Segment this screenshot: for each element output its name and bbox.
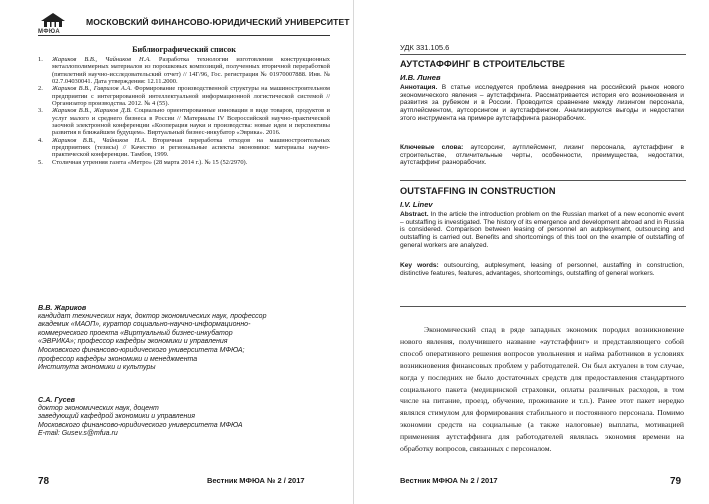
item-text: Разработка технологии изготовления конструкционных металлополимерных материалов из порошковых композиций, полученных вторичной переработкой (пятилетний научно-исследовательский отчет) // 14Г/96, Гос. регистрация № 01970007888. Инв. № 02.7.04030041. Дата утверждения: 12.11.2000. <box>52 56 331 86</box>
annotation <box>400 84 684 122</box>
author-info-gusev <box>38 396 330 439</box>
author-line: доктор экономических наук, доцент <box>38 404 159 412</box>
journal-footer-right: Вестник МФЮА № 2 / 2017 <box>400 476 498 485</box>
item-text: Столичная утренняя газета «Метро» (28 марта 2014 г.). № 15 (52/2970). <box>52 158 248 166</box>
page-header <box>38 12 350 35</box>
page-number-left: 78 <box>38 476 50 487</box>
keywords-en-label: Key words: <box>400 262 439 269</box>
keywords-text: аутсорсинг, аутплейсмент, лизинг персонала, аутстаффинг в строительстве, отличительные черты, особенности, преимущества, недостатки, аутстаффинг разнорабочих. <box>400 144 684 167</box>
item-text: Вторичная переработка отходов на машиностроительных предприятиях (тезисы) // Качество и региональные аспекты экономики: материалы научно-практической конференции. Тамбов, 1999. <box>52 136 330 159</box>
bibliography-item <box>38 56 330 85</box>
item-authors: Жариков В.В., Чайников Н.А. <box>52 56 151 63</box>
item-text: Формирование производственной структуры на машиностроительном предприятии с интегрированной интеллектуальной информационной логистической системой // Организатор производства. 2012. № 4 (55). <box>52 85 330 108</box>
author-line: Московского финансово-юридического университета МФЮА <box>38 421 243 429</box>
item-number: 5. <box>38 158 43 166</box>
author-email: E-mail: Gusev.s@mfua.ru <box>38 430 118 438</box>
author-line: «ЭВРИКА»; профессор кафедры экономики и управления <box>38 338 228 346</box>
page-number-right: 79 <box>670 476 682 487</box>
abstract <box>400 211 684 249</box>
article-title-ru: АУТСТАФФИНГ В СТРОИТЕЛЬСТВЕ <box>400 59 566 69</box>
author-name: В.В. Жариков <box>38 303 87 312</box>
annotation-text: В статье исследуется проблема внедрения на российский рынок нового экономического явления – аутстаффинга. Рассматривается история его возникновения и развития за рубежом и в России. Проводится сравнение между лизингом персонала, аутплейсментом, аутсорсингом и аутстаффингом. Анализируются выгоды и недостатки этого инструмента на примере аутстаффинга разнорабочих. <box>400 84 684 122</box>
item-authors: Жариков В.В., Чайников Н.А. <box>52 136 147 144</box>
keywords-ru <box>400 144 684 167</box>
article-author-ru: И.В. Линев <box>400 73 441 82</box>
left-page <box>0 0 354 504</box>
author-line: Московского финансово-юридического университета МФЮА; <box>38 346 245 354</box>
item-number: 4. <box>38 136 43 144</box>
article-author-en: I.V. Linev <box>400 200 433 209</box>
author-line: кандидат технических наук, доктор экономических наук, профессор <box>38 312 267 320</box>
author-line: профессор кафедры экономики и менеджмента <box>38 355 198 363</box>
logo-text: МФЮА <box>38 29 61 35</box>
author-line: академик «МАОП», куратор социально-научно-информационно- <box>38 321 251 329</box>
bibliography-item <box>38 137 330 159</box>
article-title-en: OUTSTAFFING IN CONSTRUCTION <box>400 186 556 196</box>
author-line: Института экономики и культуры <box>38 364 156 372</box>
udk-divider <box>400 54 686 55</box>
keywords-en-text: outsourcing, autplesyment, leasing of personnel, austaffing in construction, distinctive features, features, advantages, shortcomings, outstaffing of general workers. <box>400 262 684 277</box>
header-divider <box>38 35 330 36</box>
abstract-text: In the article the introduction problem on the Russian market of a new economic event – outstaffing is investigated. The history of its emergence and development abroad and in Russia is considered. Comparison between leasing of personnel an autplesyment, outsourcing and outstaffing is carried out. Benefits and shortcomings of this tool on the example of outstaffing of general workers are analyzed. <box>400 211 684 249</box>
item-authors: Жариков В.В., Жариков Д.В. <box>52 107 132 115</box>
keywords-label: Ключевые слова: <box>400 144 464 151</box>
bibliography-title: Библиографический список <box>132 45 236 54</box>
bibliography-list <box>38 56 330 166</box>
university-name: МОСКОВСКИЙ ФИНАНСОВО-ЮРИДИЧЕСКИЙ УНИВЕРСИТЕТ <box>86 17 350 27</box>
bibliography-item <box>38 107 330 136</box>
right-page <box>354 0 709 504</box>
item-number: 1. <box>38 56 43 63</box>
bibliography-item <box>38 85 330 107</box>
author-info-zharikov <box>38 304 330 373</box>
author-name: С.А. Гусев <box>38 395 75 404</box>
university-logo-icon <box>38 12 68 34</box>
author-line: коммерческого проекта «Виртуальный бизнес-инкубатор <box>38 329 233 337</box>
item-text: Социально ориентированные инновации в виде товаров, продуктов и услуг малого и среднего бизнеса в России // Материалы IV Всероссийской научно-практической заочной электронной конференции «Кооперация науки и производства: новые идеи и перспективы развития в ближайшем будущем». Виртуальный бизнес-инкубатор «Эврика». 2016. <box>52 107 331 137</box>
journal-footer-left: Вестник МФЮА № 2 / 2017 <box>207 476 305 485</box>
abstract-label: Abstract. <box>400 211 429 218</box>
bibliography-item <box>38 159 330 166</box>
article-body: Экономический спад в ряде западных экономик породил возникновение нового явления, получившего название «аутстаффинг» и представляющего собой способ оперативного решения вопросов увольнения и найма работников в условиях возникновения финансовых проблем у работодателей. Он был актуален в том случае, когда у последних не было достаточных средств для предоставления стандартного социального пакета (медицинской страховки, оплаты различных расходов, в том числе на питание, проезд, обучение, проживание и т.п.). Ранее этот пакет нередко являлся стимулом для формирования стабильного и постоянного персонала. Помимо экономии средств на социальные (а также налоговые) выплаты, мотивацией применения аутстаффинга для работодателей являлась экономия времени на обработку вопросов, связанных с персоналом. <box>400 325 684 454</box>
item-authors: Жариков В.В., Гаврилов А.А. <box>52 85 132 93</box>
udk-code: УДК 331.105.6 <box>400 43 450 52</box>
author-line: заведующий кафедрой экономики и управления <box>38 413 196 421</box>
keywords-en <box>400 262 684 277</box>
abstract-divider <box>400 306 686 307</box>
item-number: 3. <box>38 107 43 115</box>
item-number: 2. <box>38 85 43 93</box>
annotation-label: Аннотация. <box>400 84 438 91</box>
section-divider <box>400 180 686 181</box>
